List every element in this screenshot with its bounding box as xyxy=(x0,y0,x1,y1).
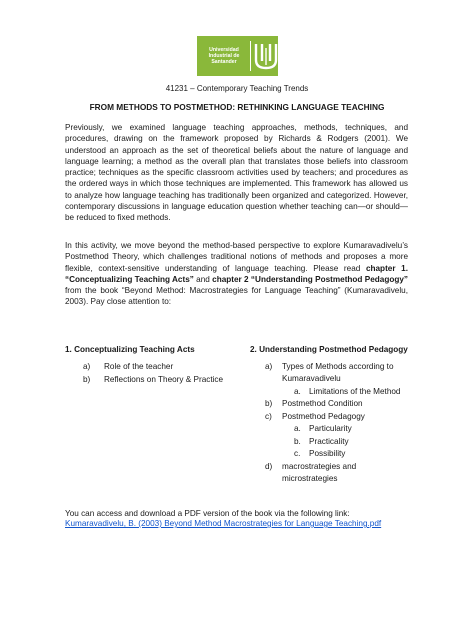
list-marker: c) xyxy=(265,412,272,421)
uis-emblem-icon xyxy=(254,41,278,71)
list-marker: c. xyxy=(294,449,301,458)
and-text: and xyxy=(193,274,213,284)
chapter-2-ref: chapter 2 “Understanding Postmethod Pedagogy” xyxy=(212,274,408,284)
download-note: You can access and download a PDF version of the book via the following link: xyxy=(65,509,350,518)
list-marker: d) xyxy=(265,462,273,471)
activity-paragraph xyxy=(65,240,408,308)
list-item-text: Kumaravadivelu xyxy=(282,374,341,383)
list-item-text: macrostrategies and xyxy=(282,462,357,471)
university-logo xyxy=(197,36,278,76)
chapter-1-ref: chapter 1. “Conceptualizing Teaching Acts” xyxy=(65,263,408,284)
list-item-text: Role of the teacher xyxy=(104,362,174,371)
logo-divider xyxy=(250,41,251,71)
list-item-text: Limitations of the Method xyxy=(309,387,401,396)
list-item-text: Reflections on Theory & Practice xyxy=(104,375,224,384)
list-item-text: Types of Methods according to xyxy=(282,362,394,371)
list-marker: a) xyxy=(265,362,273,371)
list-item-text: Possibility xyxy=(309,449,346,458)
list-marker: a) xyxy=(83,362,91,371)
list-marker: a. xyxy=(294,424,301,433)
list-item-text: Postmethod Pedagogy xyxy=(282,412,365,421)
intro-paragraph: Previously, we examined language teaching approaches, methods, techniques, and procedures, drawing on the framework proposed by Richards & Rodgers (2001). We understood an approach as the set of theoretical beliefs about the nature of language and language learning; a method as the overall plan that translates those beliefs into classroom practice; techniques as the specific classroom activities used by teachers; and procedures as the ordered ways in which those techniques are implemented. This framework has allowed us to analyze how language teaching has traditionally been organized and categorized. However, contemporary discussions in language education question whether teaching can—or should—be reduced to fixed methods. xyxy=(65,123,408,223)
document-title: FROM METHODS TO POSTMETHOD: RETHINKING LANGUAGE TEACHING xyxy=(89,102,385,112)
course-code: 41231 – Contemporary Teaching Trends xyxy=(165,84,309,93)
list-item-text: microstrategies xyxy=(282,474,338,483)
section2-header: 2. Understanding Postmethod Pedagogy xyxy=(250,345,408,354)
list-marker: b) xyxy=(265,399,273,408)
list-item-text: Postmethod Condition xyxy=(282,399,363,408)
activity-intro: In this activity, we move beyond the method-based perspective to explore Kumaravadivelu’s Postmethod Theory, which challenges traditional notions of methods and proposes a more flexible, context-sensitive understanding of language teaching. Please read xyxy=(65,241,408,273)
list-marker: b) xyxy=(83,375,91,384)
list-item-text: Particularity xyxy=(309,424,352,433)
activity-outro: from the book “Beyond Method: Macrostrategies for Language Teaching” (Kumaravadivelu, 2003). Pay close attention to: xyxy=(65,286,408,307)
list-marker: a. xyxy=(294,387,301,396)
list-item-text: Practicality xyxy=(309,437,349,446)
logo-text: Universidad Industrial de Santander xyxy=(208,46,240,66)
list-marker: b. xyxy=(294,437,301,446)
pdf-download-link[interactable]: Kumaravadivelu, B. (2003) Beyond Method Macrostrategies for Language Teaching.pdf xyxy=(65,519,382,528)
section1-header: 1. Conceptualizing Teaching Acts xyxy=(65,345,195,354)
